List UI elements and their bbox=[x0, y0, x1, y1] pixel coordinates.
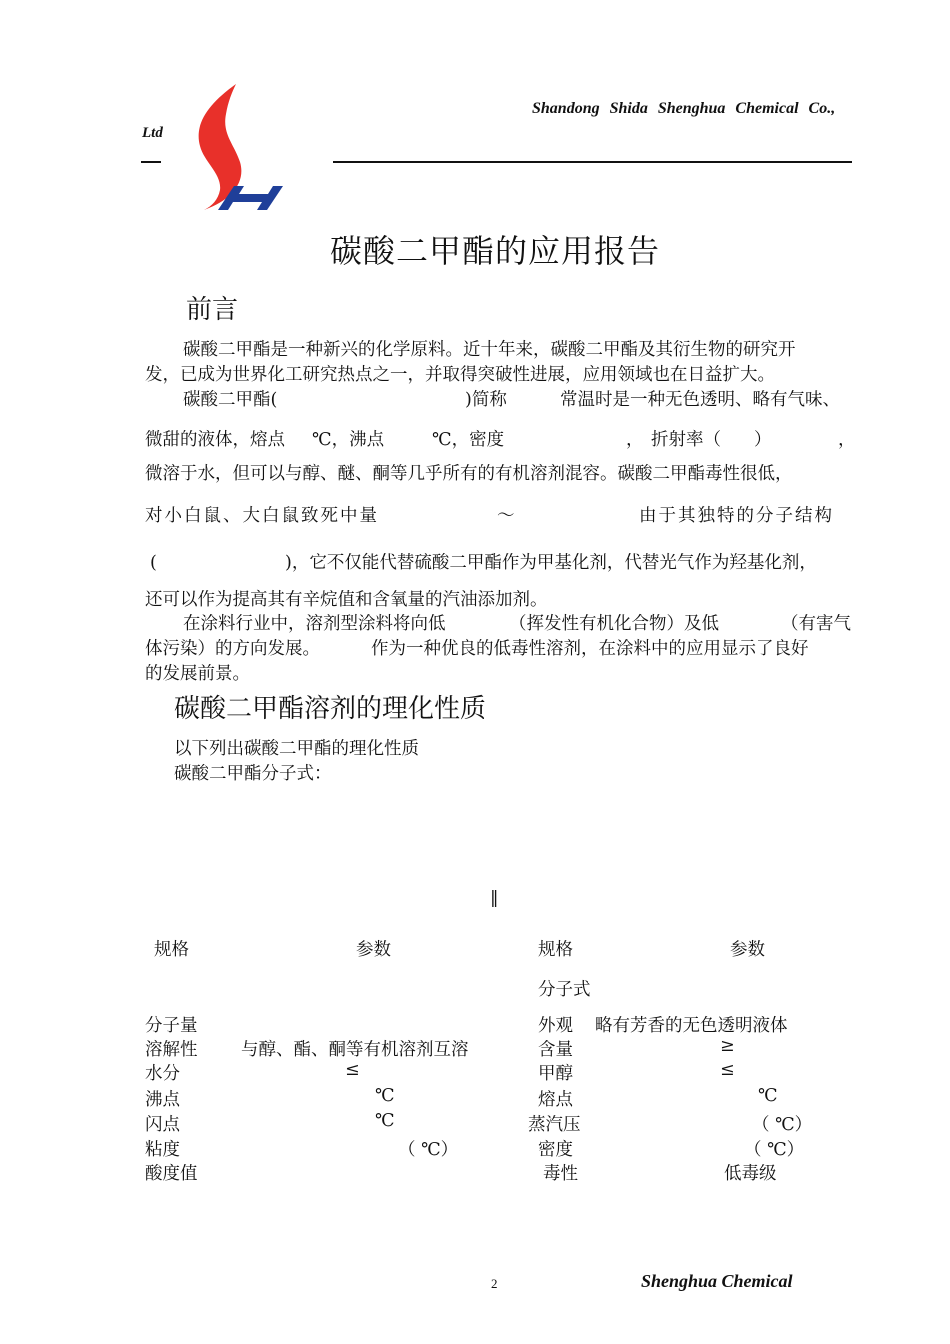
section-heading-preface: 前言 bbox=[186, 295, 239, 325]
preface-p2-line3: 微溶于水，但可以与醇、醚、酮等几乎所有的有机溶剂混容。碳酸二甲酯毒性很低， bbox=[145, 464, 793, 484]
preface-p2-line2f: ） bbox=[754, 430, 772, 450]
table-cell-label: 溶解性 bbox=[145, 1040, 198, 1060]
preface-p1-line2: 发，已成为世界化工研究热点之一，并取得突破性进展，应用领域也在日益扩大。 bbox=[145, 365, 775, 385]
company-logo bbox=[170, 82, 315, 217]
table-cell-value: 低毒级 bbox=[724, 1164, 777, 1184]
table-cell-value: ≤ bbox=[720, 1060, 735, 1080]
preface-p2-line4b: ～ bbox=[497, 506, 515, 526]
section-heading-properties: 碳酸二甲酯溶剂的理化性质 bbox=[174, 694, 487, 724]
preface-p2-line1b: )简称 bbox=[465, 390, 507, 410]
table-cell-value: ≤ bbox=[345, 1060, 360, 1080]
preface-p2-line1a: 碳酸二甲酯( bbox=[183, 390, 278, 410]
table-header-spec-right: 规格 bbox=[538, 940, 573, 960]
table-cell-value: ℃ bbox=[375, 1111, 395, 1131]
preface-p3-line1c: （有害气 bbox=[781, 614, 851, 634]
preface-p1-line1: 碳酸二甲酯是一种新兴的化学原料。近十年来，碳酸二甲酯及其衍生物的研究开 bbox=[183, 340, 796, 360]
preface-p2-line6: 还可以作为提高其有辛烷值和含氧量的汽油添加剂。 bbox=[145, 590, 548, 610]
table-cell-value: （ ℃） bbox=[744, 1140, 805, 1160]
table-header-param-left: 参数 bbox=[356, 940, 391, 960]
preface-p2-line1c: 常温时是一种无色透明、略有气味、 bbox=[560, 390, 840, 410]
preface-p3-line2b: 作为一种优良的低毒性溶剂，在涂料中的应用显示了良好 bbox=[371, 639, 809, 659]
table-cell-value: 略有芳香的无色透明液体 bbox=[595, 1016, 788, 1036]
preface-p2-line4c: 由于其独特的分子结构 bbox=[639, 506, 834, 526]
table-cell-label: 酸度值 bbox=[145, 1164, 198, 1184]
table-cell-label: 闪点 bbox=[145, 1115, 180, 1135]
preface-p3-line3: 的发展前景。 bbox=[145, 664, 250, 684]
table-cell-value: ℃ bbox=[758, 1086, 778, 1106]
header-company-name: Shandong Shida Shenghua Chemical Co., bbox=[532, 100, 836, 117]
page-title: 碳酸二甲酯的应用报告 bbox=[329, 232, 660, 270]
table-cell-label: 毒性 bbox=[543, 1164, 578, 1184]
table-cell-label: 粘度 bbox=[145, 1140, 180, 1160]
table-cell-label: 分子量 bbox=[145, 1016, 198, 1036]
table-cell-label: 沸点 bbox=[145, 1090, 180, 1110]
table-cell-label: 甲醇 bbox=[538, 1064, 573, 1084]
preface-p2-line5a: ( bbox=[150, 553, 157, 573]
table-cell-value: 与醇、酯、酮等有机溶剂互溶 bbox=[241, 1040, 469, 1060]
table-cell-label: 水分 bbox=[145, 1064, 180, 1084]
table-cell-label: 外观 bbox=[538, 1016, 573, 1036]
preface-p2-line2a: 微甜的液体，熔点 bbox=[145, 430, 285, 450]
table-cell-value: （ ℃） bbox=[752, 1115, 813, 1135]
preface-p3-line2a: 体污染）的方向发展。 bbox=[145, 639, 320, 659]
page-number: 2 bbox=[491, 1276, 498, 1291]
table-cell-label: 熔点 bbox=[538, 1090, 573, 1110]
table-right-formula-label: 分子式 bbox=[538, 980, 591, 1000]
table-cell-value: （ ℃） bbox=[398, 1140, 459, 1160]
table-header-spec-left: 规格 bbox=[154, 940, 189, 960]
preface-p2-line2b: ℃，沸点 bbox=[312, 430, 385, 450]
preface-p2-line2g: ， bbox=[838, 430, 856, 450]
formula-double-bond: ‖ bbox=[490, 888, 499, 908]
preface-p3-line1a: 在涂料行业中，溶剂型涂料将向低 bbox=[183, 614, 446, 634]
header-rule-left bbox=[141, 161, 161, 163]
table-cell-label: 含量 bbox=[538, 1040, 573, 1060]
preface-p3-line1b: （挥发性有机化合物）及低 bbox=[509, 614, 719, 634]
properties-intro: 以下列出碳酸二甲酯的理化性质 bbox=[174, 739, 419, 759]
preface-p2-line2e: 折射率（ bbox=[651, 430, 721, 450]
preface-p2-line5b: )，它不仅能代替硫酸二甲酯作为甲基化剂，代替光气作为羟基化剂， bbox=[285, 553, 817, 573]
preface-p2-line2c: ℃，密度 bbox=[432, 430, 505, 450]
table-cell-value: ℃ bbox=[375, 1086, 395, 1106]
preface-p2-line2d: ， bbox=[626, 430, 644, 450]
table-cell-label: 蒸汽压 bbox=[528, 1115, 581, 1135]
footer-brand: Shenghua Chemical bbox=[641, 1271, 793, 1291]
header-company-suffix: Ltd bbox=[142, 125, 163, 141]
table-cell-value: ≥ bbox=[720, 1036, 735, 1056]
preface-p2-line4a: 对小白鼠、大白鼠致死中量 bbox=[145, 506, 379, 526]
table-cell-label: 密度 bbox=[538, 1140, 573, 1160]
header-rule-right bbox=[333, 161, 852, 163]
formula-label: 碳酸二甲酯分子式： bbox=[174, 764, 332, 784]
table-header-param-right: 参数 bbox=[730, 940, 765, 960]
